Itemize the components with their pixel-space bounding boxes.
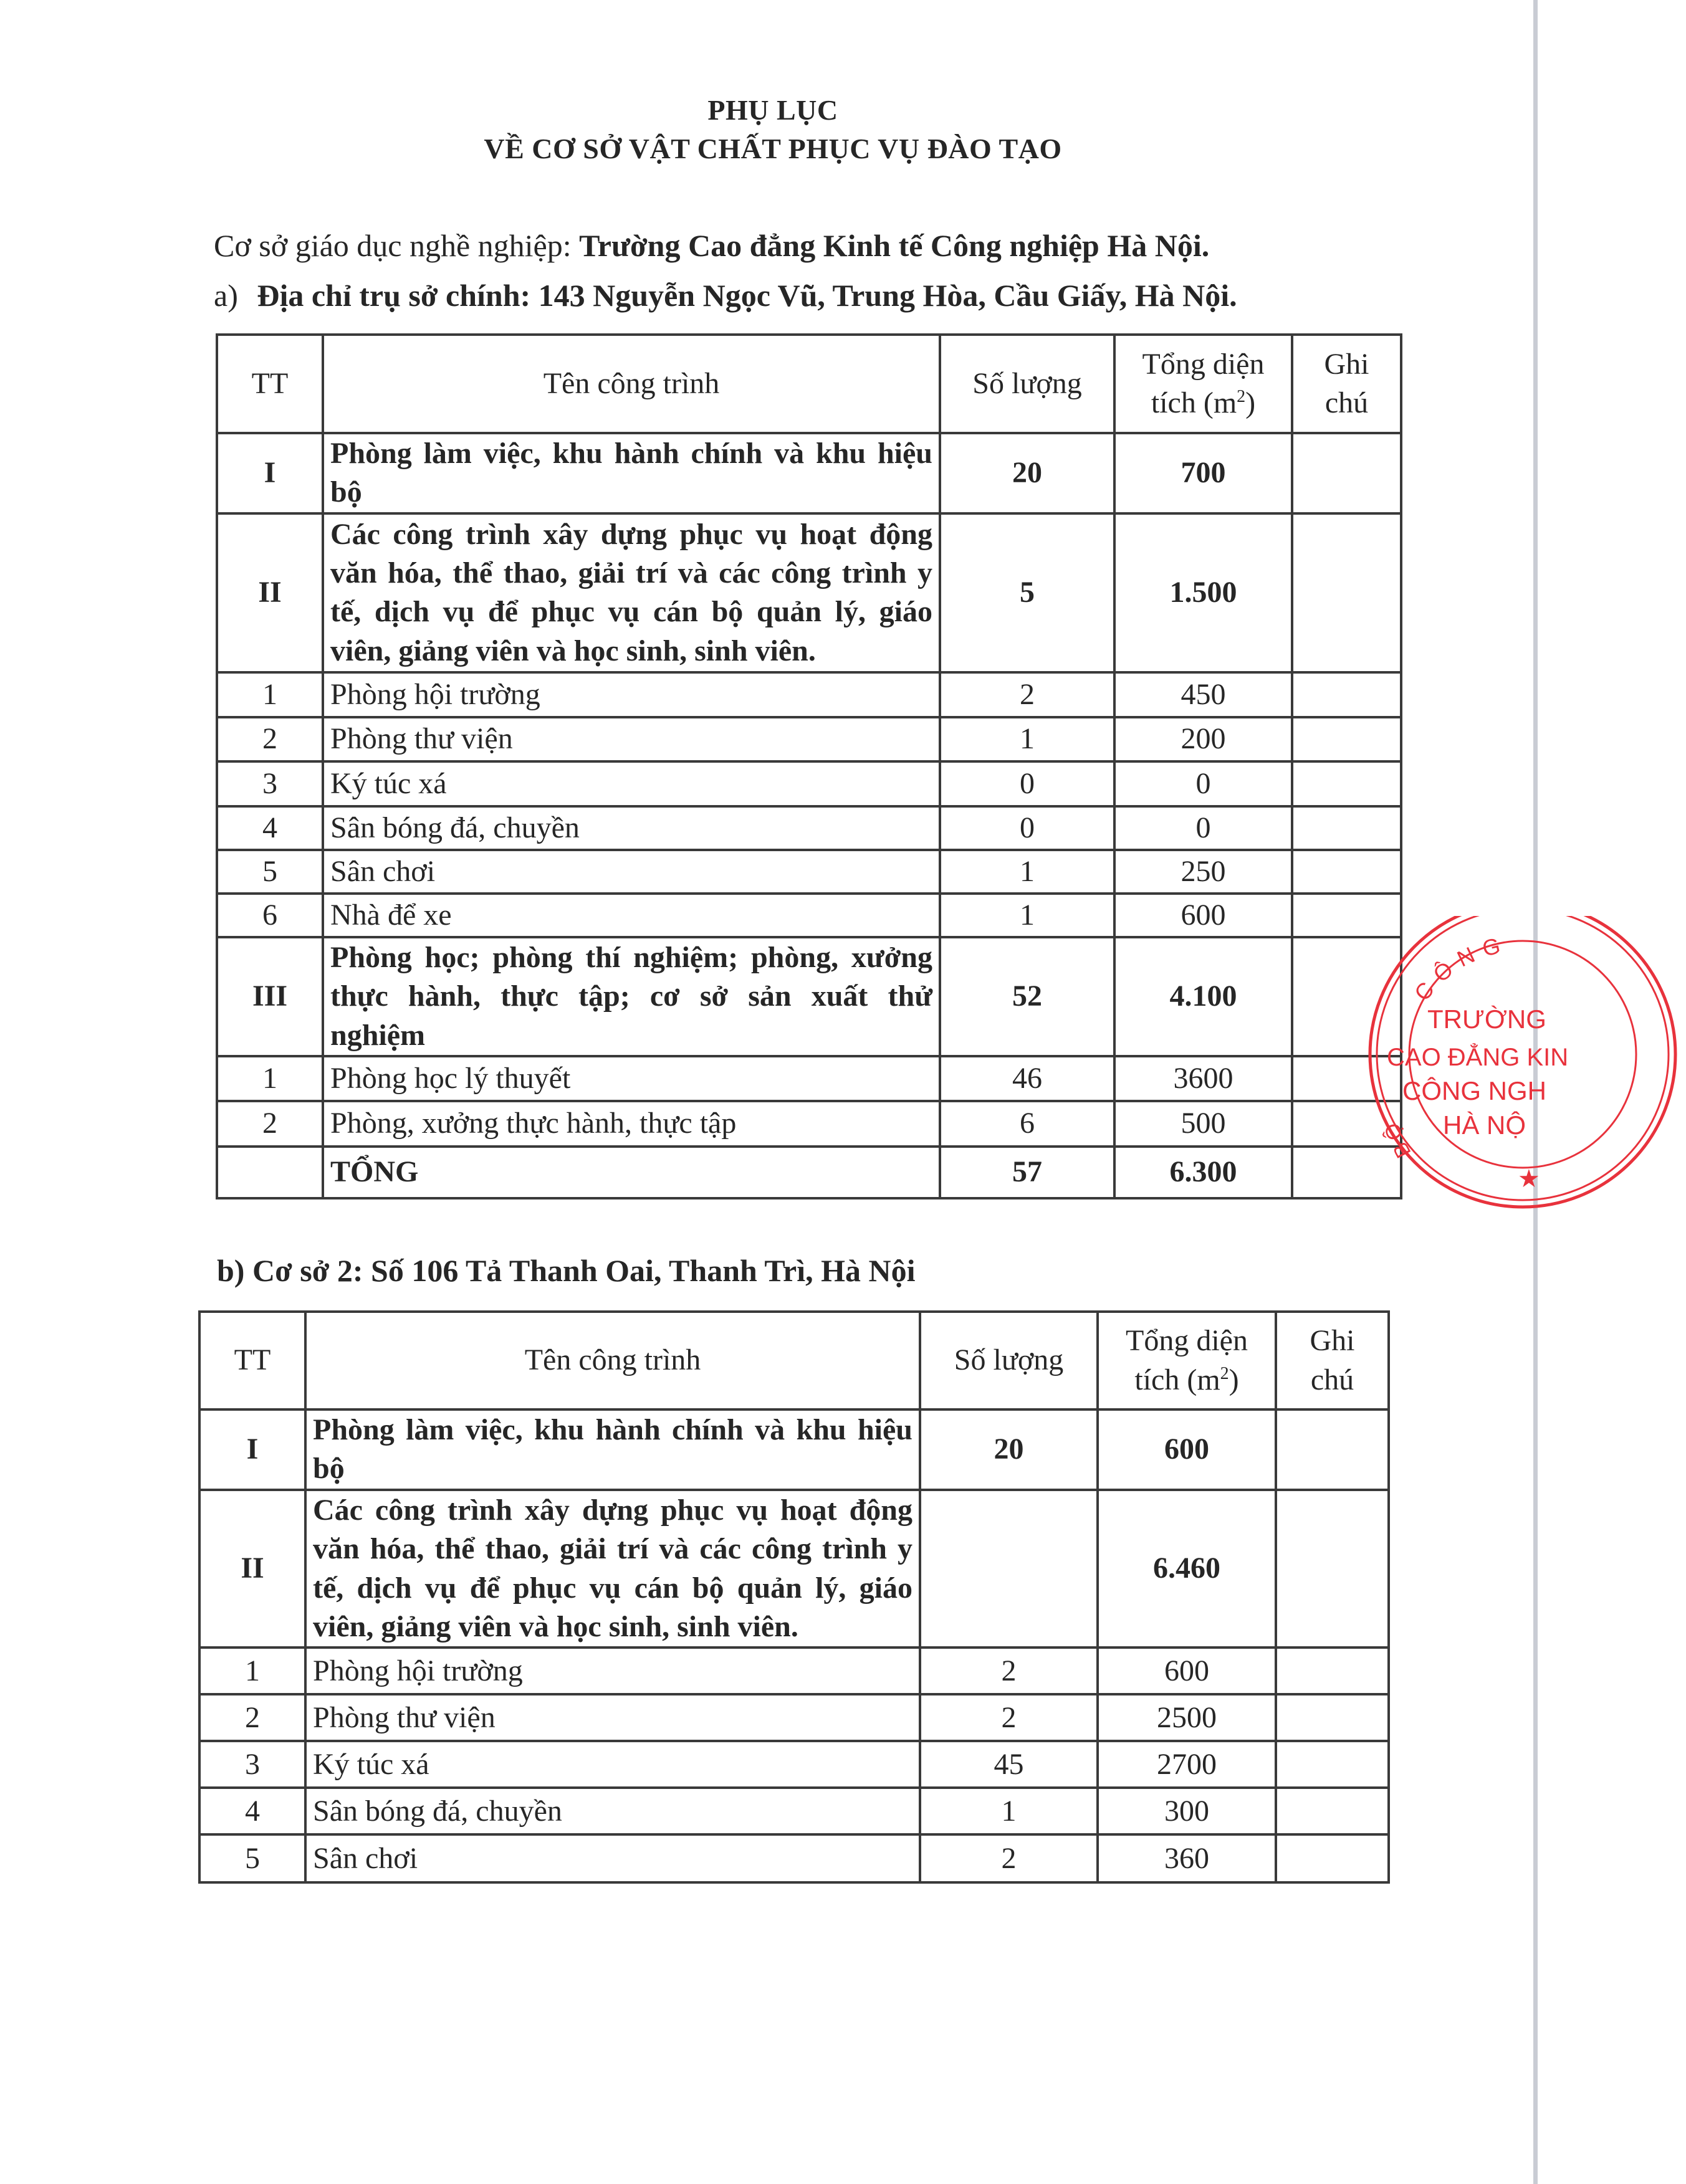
cell-name: TỔNG: [323, 1147, 940, 1198]
cell-area: 300: [1098, 1788, 1276, 1834]
cell-area: 2700: [1098, 1741, 1276, 1788]
cell-area: 2500: [1098, 1694, 1276, 1741]
cell-tt: III: [217, 937, 323, 1056]
cell-tt: 4: [199, 1788, 305, 1834]
header-count: Số lượng: [940, 335, 1114, 433]
cell-tt: 1: [217, 1056, 323, 1101]
section-a-prefix: a): [214, 278, 238, 313]
table-group-row: [199, 1490, 1389, 1648]
cell-count: 52: [940, 937, 1114, 1056]
cell-tt: [217, 1147, 323, 1198]
facility-table-campus-2: [198, 1310, 1390, 1884]
cell-area: 360: [1098, 1834, 1276, 1882]
header-tt: TT: [217, 335, 323, 433]
table-group-row: [217, 937, 1401, 1056]
seal-center-line4: HÀ NỘ: [1443, 1110, 1526, 1140]
document-subtitle: VỀ CƠ SỞ VẬT CHẤT PHỤC VỤ ĐÀO TẠO: [484, 133, 1062, 165]
cell-note: [1292, 672, 1401, 717]
cell-note: [1276, 1409, 1389, 1490]
cell-tt: 4: [217, 806, 323, 850]
svg-text:CÔNG: [1409, 931, 1511, 1006]
table-row: [199, 1834, 1389, 1882]
section-a-heading: [214, 277, 1237, 313]
cell-note: [1276, 1788, 1389, 1834]
table-group-row: [217, 513, 1401, 672]
cell-name: Phòng học lý thuyết: [323, 1056, 940, 1101]
cell-tt: II: [217, 513, 323, 672]
table-row: [217, 717, 1401, 761]
cell-area: 0: [1114, 806, 1292, 850]
table-total-row: [217, 1147, 1401, 1198]
cell-note: [1276, 1648, 1389, 1694]
cell-note: [1276, 1741, 1389, 1788]
header-area: Tổng diện tích $(m^2)$: [1114, 335, 1292, 433]
cell-count: 45: [920, 1741, 1098, 1788]
cell-area: 600: [1098, 1648, 1276, 1694]
cell-name: Phòng hội trường: [305, 1648, 920, 1694]
seal-center-line3: CÔNG NGH: [1402, 1076, 1546, 1105]
cell-area: 3600: [1114, 1056, 1292, 1101]
cell-tt: 2: [217, 717, 323, 761]
cell-tt: 3: [217, 761, 323, 806]
cell-note: [1292, 433, 1401, 513]
cell-name: Sân bóng đá, chuyền: [323, 806, 940, 850]
header-name: Tên công trình: [323, 335, 940, 433]
table-row: [199, 1741, 1389, 1788]
cell-count: 1: [920, 1788, 1098, 1834]
cell-area: 0: [1114, 761, 1292, 806]
cell-count: 20: [940, 433, 1114, 513]
cell-tt: I: [217, 433, 323, 513]
cell-count: 5: [940, 513, 1114, 672]
cell-area: 200: [1114, 717, 1292, 761]
cell-name: Phòng làm việc, khu hành chính và khu hiệu bộ: [323, 433, 940, 513]
document-title: PHỤ LỤC: [707, 94, 838, 126]
cell-area: 6.460: [1098, 1490, 1276, 1648]
table-group-row: [199, 1409, 1389, 1490]
cell-note: [1292, 513, 1401, 672]
cell-note: [1276, 1490, 1389, 1648]
table-row: [217, 894, 1401, 937]
cell-area: 6.300: [1114, 1147, 1292, 1198]
svg-text:BỘ: [1379, 1117, 1416, 1162]
cell-tt: 6: [217, 894, 323, 937]
section-a-address: Địa chỉ trụ sở chính: 143 Nguyễn Ngọc Vũ, Trung Hòa, Cầu Giấy, Hà Nội.: [257, 278, 1237, 313]
cell-count: [920, 1490, 1098, 1648]
table-header-row: [199, 1312, 1389, 1409]
cell-area: 4.100: [1114, 937, 1292, 1056]
cell-count: 0: [940, 761, 1114, 806]
table-row: [217, 806, 1401, 850]
cell-note: [1292, 850, 1401, 894]
table-row: [217, 850, 1401, 894]
cell-tt: 5: [217, 850, 323, 894]
cell-tt: 1: [217, 672, 323, 717]
cell-area: 450: [1114, 672, 1292, 717]
cell-tt: 2: [199, 1694, 305, 1741]
seal-center-line2: CAO ĐẲNG KIN: [1387, 1044, 1569, 1071]
cell-note: [1292, 717, 1401, 761]
cell-tt: 2: [217, 1101, 323, 1147]
section-b-heading: [217, 1252, 916, 1289]
cell-count: 1: [940, 894, 1114, 937]
cell-count: 46: [940, 1056, 1114, 1101]
cell-tt: II: [199, 1490, 305, 1648]
table-row: [217, 761, 1401, 806]
cell-count: 57: [940, 1147, 1114, 1198]
cell-tt: I: [199, 1409, 305, 1490]
cell-name: Phòng hội trường: [323, 672, 940, 717]
cell-count: 2: [920, 1694, 1098, 1741]
cell-note: [1292, 761, 1401, 806]
cell-name: Ký túc xá: [323, 761, 940, 806]
table-header-row: [217, 335, 1401, 433]
cell-area: 600: [1098, 1409, 1276, 1490]
cell-name: Các công trình xây dựng phục vụ hoạt động văn hóa, thể thao, giải trí và các công trình y tế, dịch vụ để phục vụ cán bộ quản lý, giáo viên, giảng viên và học sinh, sinh viên.: [323, 513, 940, 672]
header-area: Tổng diện tích $(m^2)$: [1098, 1312, 1276, 1409]
cell-name: Phòng, xưởng thực hành, thực tập: [323, 1101, 940, 1147]
seal-star-icon: ★: [1518, 1165, 1540, 1193]
header-note: Ghi chú: [1292, 335, 1401, 433]
institution-name: Trường Cao đẳng Kinh tế Công nghiệp Hà Nội.: [579, 228, 1210, 263]
cell-count: 2: [940, 672, 1114, 717]
cell-count: 2: [920, 1834, 1098, 1882]
cell-name: Sân chơi: [323, 850, 940, 894]
cell-name: Nhà để xe: [323, 894, 940, 937]
seal-left-arc-text: BỘ: [1378, 1116, 1416, 1162]
header-name: Tên công trình: [305, 1312, 920, 1409]
institution-line: [214, 227, 1209, 264]
cell-name: Phòng thư viện: [323, 717, 940, 761]
cell-name: Sân bóng đá, chuyền: [305, 1788, 920, 1834]
cell-count: 1: [940, 850, 1114, 894]
cell-count: 6: [940, 1101, 1114, 1147]
cell-tt: 5: [199, 1834, 305, 1882]
cell-name: Sân chơi: [305, 1834, 920, 1882]
cell-tt: 3: [199, 1741, 305, 1788]
cell-name: Phòng làm việc, khu hành chính và khu hiệu bộ: [305, 1409, 920, 1490]
table-row: [199, 1648, 1389, 1694]
header-note: Ghi chú: [1276, 1312, 1389, 1409]
seal-top-arc-text: CÔNG: [1409, 930, 1511, 1006]
section-b-address: b) Cơ sở 2: Số 106 Tả Thanh Oai, Thanh Trì, Hà Nội: [217, 1253, 916, 1288]
facility-table-main-campus: [216, 333, 1402, 1199]
table-row: [217, 672, 1401, 717]
cell-name: Ký túc xá: [305, 1741, 920, 1788]
official-red-seal: [1362, 916, 1569, 1193]
cell-area: 1.500: [1114, 513, 1292, 672]
cell-area: 600: [1114, 894, 1292, 937]
header-count: Số lượng: [920, 1312, 1098, 1409]
table-group-row: [217, 433, 1401, 513]
table-row: [199, 1788, 1389, 1834]
cell-name: Phòng thư viện: [305, 1694, 920, 1741]
table-row: [199, 1694, 1389, 1741]
cell-name: Phòng học; phòng thí nghiệm; phòng, xưởng thực hành, thực tập; cơ sở sản xuất thử nghiệm: [323, 937, 940, 1056]
cell-note: [1276, 1834, 1389, 1882]
institution-label: Cơ sở giáo dục nghề nghiệp:: [214, 228, 572, 263]
cell-count: 20: [920, 1409, 1098, 1490]
cell-area: 700: [1114, 433, 1292, 513]
table-row: [217, 1056, 1401, 1101]
cell-area: 500: [1114, 1101, 1292, 1147]
header-tt: TT: [199, 1312, 305, 1409]
seal-center-line1: TRƯỜNG: [1427, 1004, 1546, 1034]
cell-count: 1: [940, 717, 1114, 761]
cell-area: 250: [1114, 850, 1292, 894]
cell-count: 2: [920, 1648, 1098, 1694]
table-row: [217, 1101, 1401, 1147]
cell-name: Các công trình xây dựng phục vụ hoạt động văn hóa, thể thao, giải trí và các công trình y tế, dịch vụ để phục vụ cán bộ quản lý, giáo viên, giảng viên và học sinh, sinh viên.: [305, 1490, 920, 1648]
cell-note: [1292, 806, 1401, 850]
cell-count: 0: [940, 806, 1114, 850]
cell-tt: 1: [199, 1648, 305, 1694]
cell-note: [1276, 1694, 1389, 1741]
seal-icon: [1362, 916, 1686, 1240]
